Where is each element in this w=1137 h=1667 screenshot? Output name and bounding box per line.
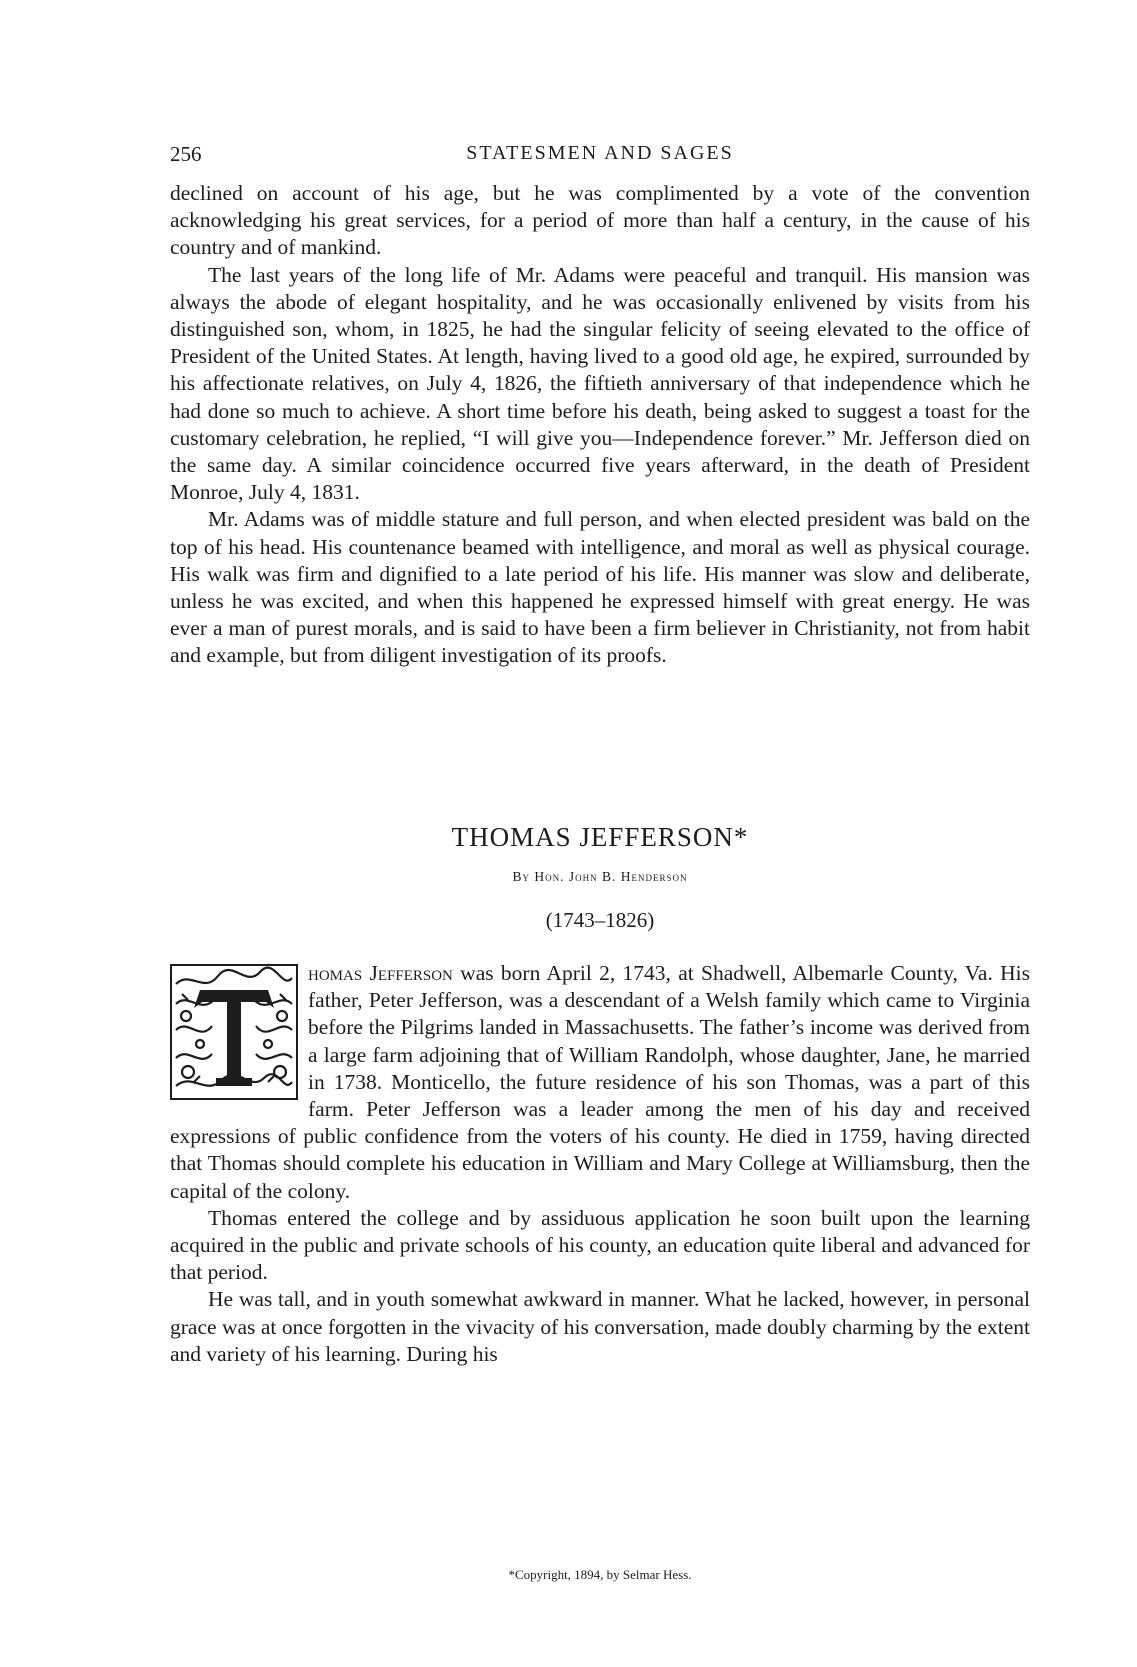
paragraph-text: was born April 2, 1743, at Shadwell, Albemarle County, Va. His father, Peter Jefferson, was a descendant of a Welsh family which came to Virginia before the Pilgrims landed in Massachusetts. The father’s income was derived from a large farm adjoining that of William Randolph, whose daughter, Jane, he married in 1738. Monticello, the future residence of his son Thomas, was a part of this farm. Peter Jefferson was a leader among the men of his day and received expressions of public confidence from the voters of his county. He died in 1759, having directed that Thomas should complete his education in William and Mary College at Williamsburg, then the capital of the colony. — [170, 961, 1030, 1203]
life-dates: (1743–1826) — [545, 908, 655, 932]
paragraph: The last years of the long life of Mr. Adams were peaceful and tranquil. His mansion was always the abode of elegant hospitality, and he was occasionally enlivened by visits from his distinguished son, whom, in 1825, he had the singular felicity of seeing elevated to the office of President of the United States. At length, having lived to a good old age, he expired, surrounded by his affectionate relatives, on July 4, 1826, the fiftieth anniversary of that independence which he had done so much to achieve. A short time before his death, being asked to suggest a toast for the customary celebration, he replied, “I will give you—Independence forever.” Mr. Jefferson died on the same day. A similar coincidence occurred five years afterward, in the death of President Monroe, July 4, 1831. — [170, 262, 1030, 505]
paragraph: He was tall, and in youth somewhat awkward in manner. What he lacked, however, in personal grace was at once forgotten in the vivacity of his conversation, made doubly charming by the extent and variety of his learning. During his — [170, 1287, 1030, 1366]
paragraph: declined on account of his age, but he was complimented by a vote of the convention acknowledging his great services, for a period of more than half a century, in the cause of his country and of mankind. — [170, 181, 1030, 260]
floral-ornament-icon — [170, 964, 298, 1100]
page-header — [170, 142, 1030, 172]
paragraph: Thomas entered the college and by assiduous application he soon built upon the learning acquired in the public and private schools of his county, an education quite liberal and advanced for that period. — [170, 1205, 1030, 1285]
paragraph — [170, 960, 1030, 1205]
running-head: STATESMEN AND SAGES — [466, 142, 734, 164]
page-number: 256 — [170, 142, 202, 166]
byline: By Hon. John B. Henderson — [512, 869, 688, 884]
lead-small-caps: homas Jefferson — [308, 961, 453, 985]
paragraph: Mr. Adams was of middle stature and full person, and when elected president was bald on the top of his head. His countenance beamed with intelligence, and moral as well as physical courage. His walk was firm and dignified to a late period of his life. His manner was slow and deliberate, unless he was excited, and when this happened he expressed himself with great energy. He was ever a man of purest morals, and is said to have been a firm believer in Christianity, not from habit and example, but from diligent investigation of its proofs. — [170, 507, 1030, 668]
copyright-footnote: *Copyright, 1894, by Selmar Hess. — [508, 1567, 692, 1582]
article-text — [170, 960, 1030, 1368]
ornamental-drop-cap — [170, 964, 298, 1100]
previous-article-text — [170, 180, 1030, 670]
article-title: THOMAS JEFFERSON* — [451, 822, 749, 852]
